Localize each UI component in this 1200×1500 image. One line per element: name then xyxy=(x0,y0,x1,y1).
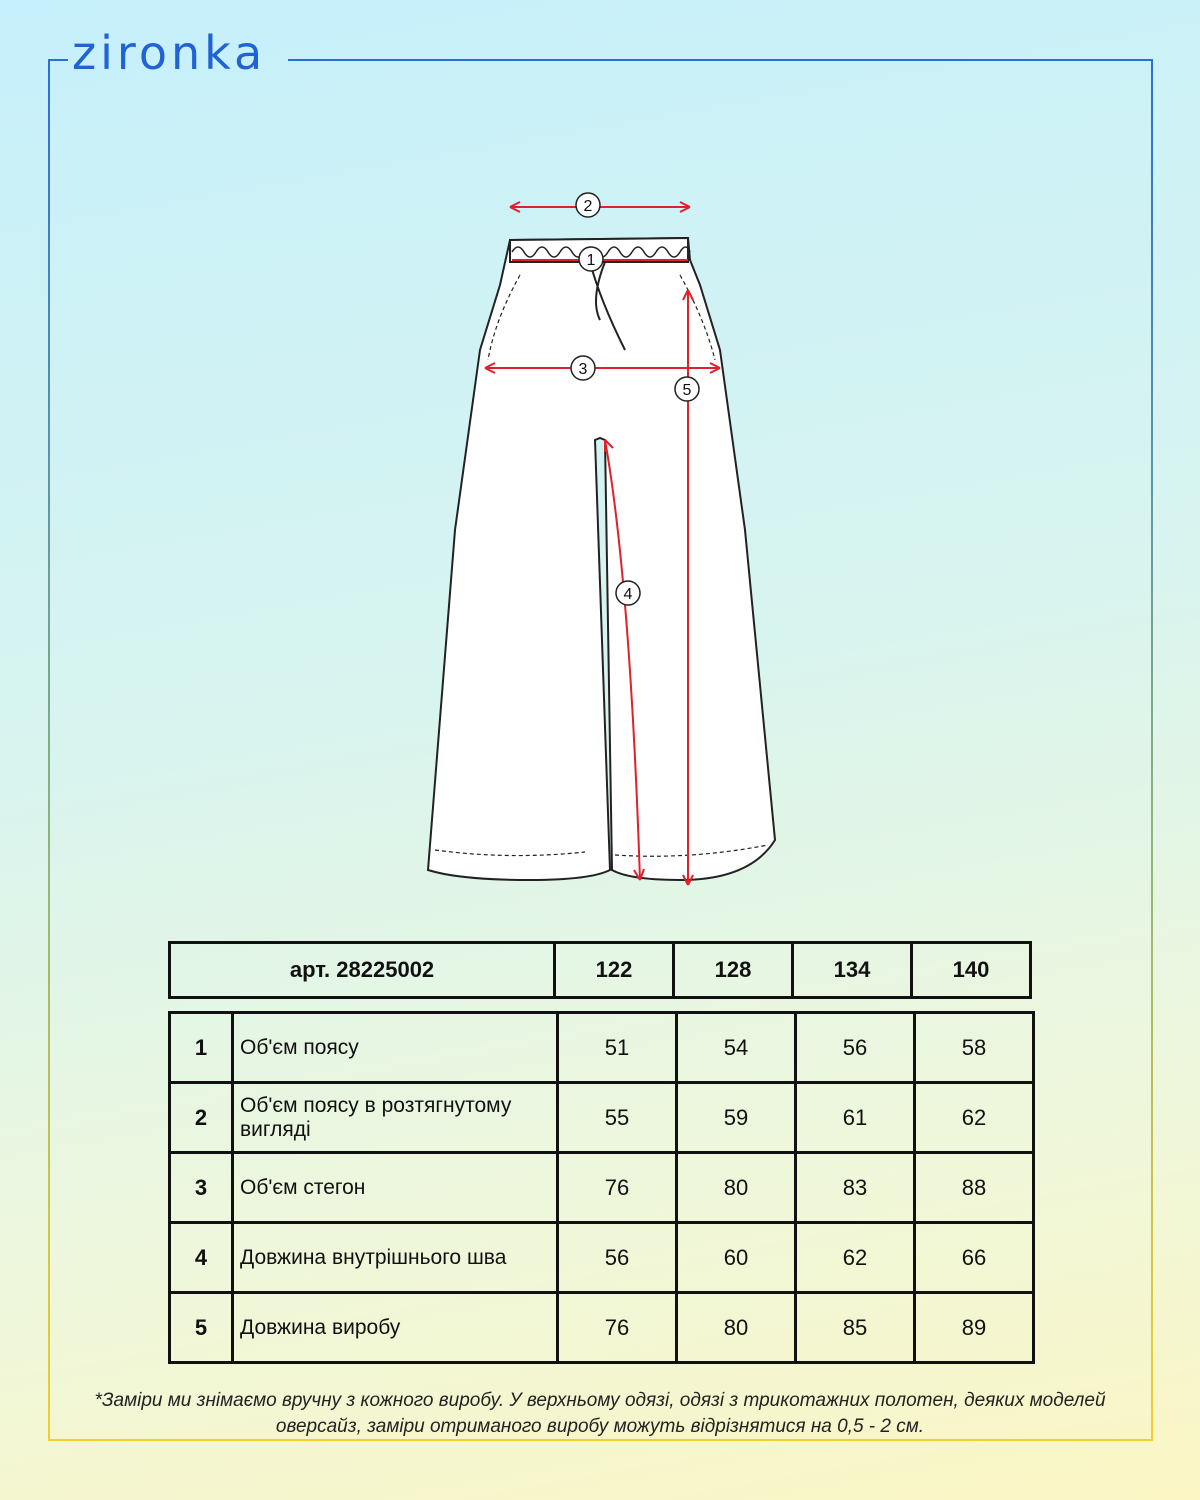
table-row xyxy=(170,1083,1034,1153)
row-label: Об'єм поясу в розтягнутому вигляді xyxy=(233,1083,558,1153)
cell-value: 88 xyxy=(915,1153,1034,1223)
size-134: 134 xyxy=(793,943,912,998)
cell-value: 76 xyxy=(558,1153,677,1223)
brand-logo: zironka xyxy=(72,26,267,80)
article-label: арт. 28225002 xyxy=(170,943,555,998)
cell-value: 56 xyxy=(796,1013,915,1083)
cell-value: 58 xyxy=(915,1013,1034,1083)
cell-value: 51 xyxy=(558,1013,677,1083)
marker-4 xyxy=(616,581,640,605)
row-label: Об'єм поясу xyxy=(233,1013,558,1083)
frame-left xyxy=(48,59,50,1441)
cell-value: 83 xyxy=(796,1153,915,1223)
size-128: 128 xyxy=(674,943,793,998)
table-row xyxy=(170,1013,1034,1083)
cell-value: 89 xyxy=(915,1293,1034,1363)
frame-top xyxy=(288,59,1153,61)
marker-5 xyxy=(675,377,699,401)
marker-3 xyxy=(571,356,595,380)
cell-value: 80 xyxy=(677,1293,796,1363)
cell-value: 59 xyxy=(677,1083,796,1153)
cell-value: 61 xyxy=(796,1083,915,1153)
table-row xyxy=(170,1223,1034,1293)
row-number: 2 xyxy=(170,1083,233,1153)
table-row xyxy=(170,1153,1034,1223)
frame-top-left xyxy=(48,59,68,61)
row-label: Довжина виробу xyxy=(233,1293,558,1363)
cell-value: 76 xyxy=(558,1293,677,1363)
cell-value: 55 xyxy=(558,1083,677,1153)
cell-value: 60 xyxy=(677,1223,796,1293)
cell-value: 80 xyxy=(677,1153,796,1223)
row-number: 5 xyxy=(170,1293,233,1363)
svg-text:3: 3 xyxy=(578,361,588,378)
row-label: Довжина внутрішнього шва xyxy=(233,1223,558,1293)
row-number: 4 xyxy=(170,1223,233,1293)
row-number: 1 xyxy=(170,1013,233,1083)
marker-1 xyxy=(579,247,603,271)
cell-value: 66 xyxy=(915,1223,1034,1293)
table-row xyxy=(170,1293,1034,1363)
pants-diagram xyxy=(400,180,800,900)
svg-text:2: 2 xyxy=(583,198,593,215)
row-number: 3 xyxy=(170,1153,233,1223)
footnote: *Заміри ми знімаємо вручну з кожного виробу. У верхньому одязі, одязі з трикотажних полотен, деяких моделей оверсайз, заміри отриманого виробу можуть відрізнятися на 0,5 - 2 см. xyxy=(94,1390,1106,1437)
size-table-body xyxy=(168,1011,1035,1364)
svg-text:1: 1 xyxy=(586,252,596,269)
frame-right xyxy=(1151,59,1153,1441)
size-140: 140 xyxy=(912,943,1031,998)
marker-2 xyxy=(576,193,600,217)
size-table-header xyxy=(168,941,1032,999)
cell-value: 56 xyxy=(558,1223,677,1293)
cell-value: 54 xyxy=(677,1013,796,1083)
cell-value: 62 xyxy=(915,1083,1034,1153)
svg-text:4: 4 xyxy=(623,586,633,603)
cell-value: 85 xyxy=(796,1293,915,1363)
cell-value: 62 xyxy=(796,1223,915,1293)
svg-text:5: 5 xyxy=(682,382,692,399)
size-122: 122 xyxy=(555,943,674,998)
pants-outline xyxy=(428,238,775,880)
row-label: Об'єм стегон xyxy=(233,1153,558,1223)
